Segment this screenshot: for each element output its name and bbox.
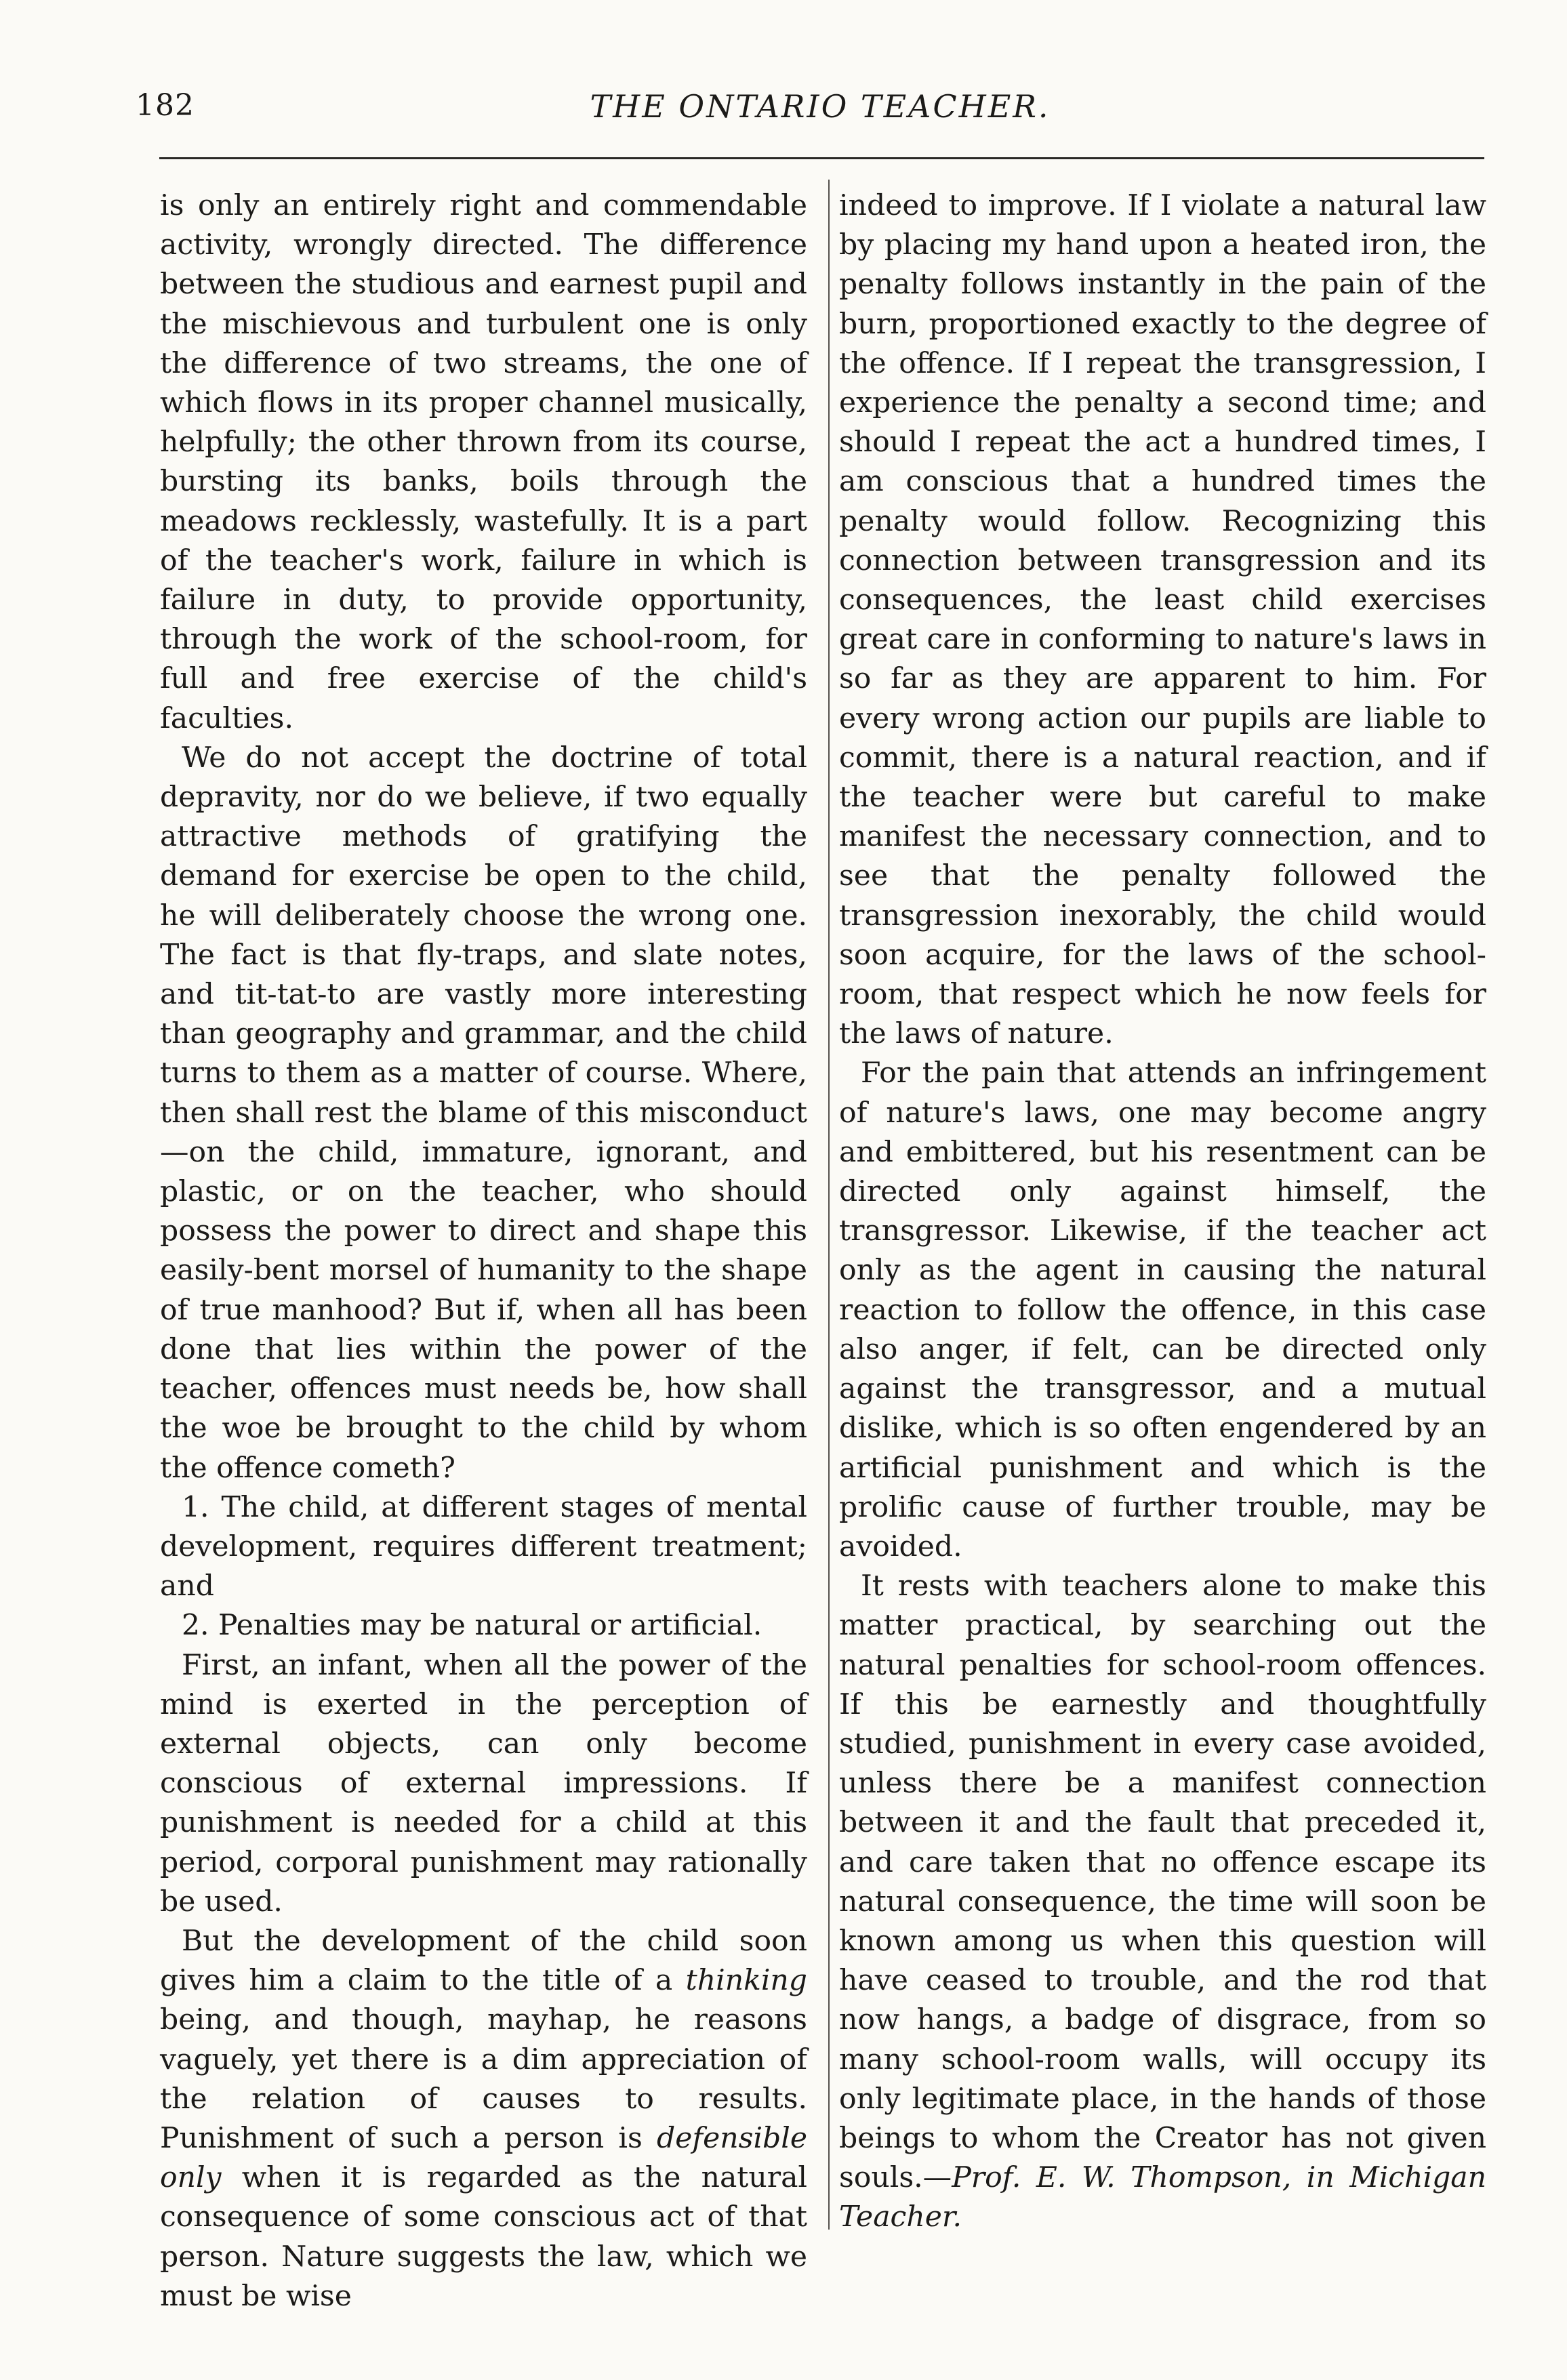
paragraph: indeed to improve. If I violate a natural law by placing my hand upon a heated iron, the penalty follows instantly in the pain of the burn, proportioned exactly to the degree of the offence. If I repeat the transgression, I experience the penalty a second time; and should I repeat the act a hundred times, I am conscious that a hundred times the penalty would follow. Recognizing this connection between transgression and its consequences, the least child exercises great care in conforming to nature's laws in so far as they are apparent to him. For every wrong action our pupils are liable to commit, there is a natural reaction, and if the teacher were but careful to make manifest the necessary connection, and to see that the penalty followed the transgression inexorably, the child would soon acquire, for the laws of the school-room, that respect which he now feels for the laws of nature. xyxy=(839,189,1486,1051)
text-run: being, and though, mayhap, he reasons vaguely, yet there is a dim appreciation of the relation of causes to results. Punishment of such a person is xyxy=(160,2003,807,2155)
right-column xyxy=(839,186,1486,2238)
paragraph xyxy=(160,1922,807,2316)
paragraph: For the pain that attends an infringement of nature's laws, one may become angry and embittered, but his resentment can be directed only against himself, the transgressor. Likewise, if the teacher act only as the agent in causing the natural reaction to follow the offence, in this case also anger, if felt, can be directed only against the transgressor, and a mutual dislike, which is so often engendered by an artificial punishment and which is the prolific cause of further trouble, may be avoided. xyxy=(839,1056,1486,1563)
paragraph: We do not accept the doctrine of total depravity, nor do we believe, if two equally attractive methods of gratifying the demand for exercise be open to the child, he will deliberately choose the wrong one. The fact is that fly-traps, and slate notes, and tit-tat-to are vastly more interesting than geography and grammar, and the child turns to them as a matter of course. Where, then shall rest the blame of this misconduct—on the child, immature, ignorant, and plastic, or on the teacher, who should possess the power to direct and shape this easily-bent morsel of humanity to the shape of true manhood? But if, when all has been done that lies within the power of the teacher, offences must needs be, how shall the woe be brought to the child by whom the offence cometh? xyxy=(160,741,807,1485)
column-divider xyxy=(828,180,830,2230)
paragraph: First, an infant, when all the power of the mind is exerted in the perception of external objects, can only become conscious of external impressions. If punishment is needed for a child at this period, corporal punishment may rationally be used. xyxy=(160,1648,807,1919)
paragraph: is only an entirely right and commendable activity, wrongly directed. The difference between the studious and earnest pupil and the mischievous and turbulent one is only the difference of two streams, the one of which flows in its proper channel musically, helpfully; the other thrown from its course, bursting its banks, boils through the meadows recklessly, wastefully. It is a part of the teacher's work, failure in which is failure in duty, to provide opportunity, through the work of the school-room, for full and free exercise of the child's faculties. xyxy=(160,189,807,735)
emphasis: thinking xyxy=(685,1964,807,1998)
emphasis: defensible only xyxy=(160,2121,807,2195)
header-rule xyxy=(159,157,1484,159)
list-item: 2. Penalties may be natural or artificial. xyxy=(182,1609,762,1643)
text-run: But the development of the child soon gives him a claim to the title of a xyxy=(160,1924,807,1998)
text-run: when it is regarded as the natural consequence of some conscious act of that person. Nature suggests the law, which we must be wise xyxy=(160,2161,807,2313)
text-run: It rests with teachers alone to make this matter practical, by searching out the natural penalties for school-room offences. If this be earnestly and thoughtfully studied, punishment in every case avoided, unless there be a manifest connection between it and the fault that preceded it, and care taken that no offence escape its natural consequence, the time will soon be known among us when this question will have ceased to trouble, and the rod that now hangs, a badge of disgrace, from so many school-room walls, will occupy its only legitimate place, in the hands of those beings to whom the Creator has not given souls.— xyxy=(839,1569,1486,2195)
running-title: THE ONTARIO TEACHER. xyxy=(590,88,1051,125)
page-number: 182 xyxy=(136,88,195,123)
paragraph xyxy=(839,1567,1486,2237)
list-item: 1. The child, at different stages of mental development, requires different treatment; and xyxy=(160,1490,807,1603)
left-column xyxy=(160,186,807,2316)
signature: Prof. E. W. Thompson, in Michigan Teacher. xyxy=(839,2161,1486,2234)
page-header xyxy=(136,88,1484,142)
